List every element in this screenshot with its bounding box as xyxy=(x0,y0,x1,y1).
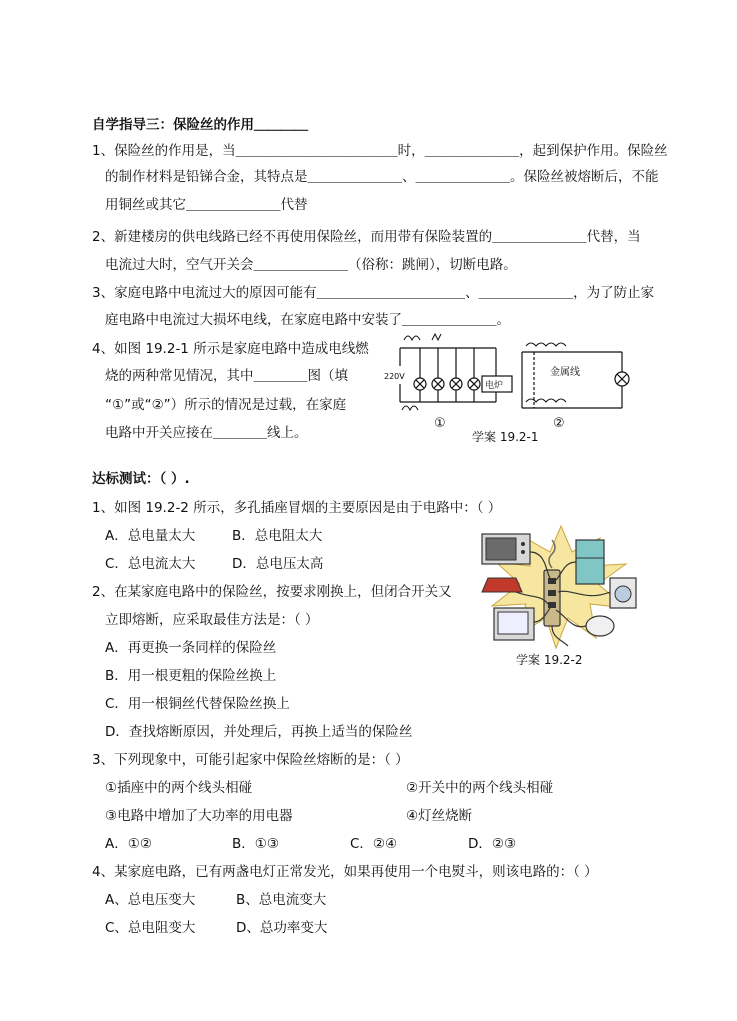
figure1-caption: 学案 19.2-1 xyxy=(472,430,539,444)
device-label: 电炉 xyxy=(485,381,504,391)
q2-line1: 2、新建楼房的供电线路已经不再使用保险丝，而用带有保险装置的＿＿＿＿＿＿＿代替，当 xyxy=(92,229,641,245)
test-title: 达标测试：（ ）. xyxy=(92,471,190,487)
test-q3-statement-4: ④灯丝烧断 xyxy=(406,808,473,824)
fridge-icon xyxy=(576,540,604,584)
test-q3-statement-2: ②开关中的两个线头相碰 xyxy=(406,780,554,796)
q1-line3: 用铜丝或其它＿＿＿＿＿＿＿代替 xyxy=(105,197,308,213)
test-q1-option-a: A．总电量太大 xyxy=(105,528,196,544)
test-q3-stem: 3、下列现象中，可能引起家中保险丝熔断的是：（ ） xyxy=(92,752,409,768)
test-q3-option-a: A．①② xyxy=(105,836,152,852)
q3-line2: 庭电路中电流过大损坏电线，在家庭电路中安装了＿＿＿＿＿＿＿。 xyxy=(105,312,510,328)
voltage-label: 220V xyxy=(384,372,405,381)
test-q3-option-c: C．②④ xyxy=(350,836,398,852)
test-q2-stem1: 2、在某家庭电路中的保险丝，按要求刚换上，但闭合开关又 xyxy=(92,584,452,600)
power-strip-illustration xyxy=(476,522,646,652)
test-q4-stem: 4、某家庭电路，已有两盏电灯正常发光，如果再使用一个电熨斗，则该电路的：（ ） xyxy=(92,864,598,880)
test-q1-option-b: B．总电阻太大 xyxy=(232,528,323,544)
test-q3-statement-3: ③电路中增加了大功率的用电器 xyxy=(105,808,293,824)
test-q4-option-c: C、总电阻变大 xyxy=(105,920,196,936)
test-q1-stem: 1、如图 19.2-2 所示，多孔插座冒烟的主要原因是由于电路中：（ ） xyxy=(92,500,502,516)
q4-line3: “①”或“②”）所示的情况是过载，在家庭 xyxy=(105,397,347,413)
rice-cooker-icon xyxy=(586,616,614,636)
q4-line1: 4、如图 19.2-1 所示是家庭电路中造成电线燃 xyxy=(92,341,369,357)
iron-icon xyxy=(482,578,522,592)
figure2-caption: 学案 19.2-2 xyxy=(516,653,583,667)
q3-line1: 3、家庭电路中电流过大的原因可能有＿＿＿＿＿＿＿＿＿＿＿、＿＿＿＿＿＿＿，为了防止家 xyxy=(92,285,655,301)
test-q2-option-b: B．用一根更粗的保险丝换上 xyxy=(105,668,277,684)
test-q2-stem2: 立即熔断，应采取最佳方法是：（ ） xyxy=(105,612,319,628)
test-q4-option-b: B、总电流变大 xyxy=(236,892,327,908)
metal-wire-label: 金属线 xyxy=(550,367,580,378)
test-q1-option-c: C．总电流太大 xyxy=(105,556,196,572)
circuit-overload xyxy=(400,334,512,410)
test-q3-option-d: D．②③ xyxy=(468,836,517,852)
test-q3-statement-1: ①插座中的两个线头相碰 xyxy=(105,780,253,796)
test-q2-option-d: D．查找熔断原因，并处理后，再换上适当的保险丝 xyxy=(105,724,413,740)
washing-machine-icon xyxy=(610,578,636,608)
tv-icon xyxy=(494,608,534,640)
test-q2-option-a: A．再更换一条同样的保险丝 xyxy=(105,640,277,656)
test-q2-option-c: C．用一根铜丝代替保险丝换上 xyxy=(105,696,290,712)
test-q1-option-d: D．总电压太高 xyxy=(232,556,324,572)
test-q4-option-d: D、总功率变大 xyxy=(236,920,328,936)
q4-line2: 烧的两种常见情况，其中＿＿＿＿图（填 xyxy=(105,368,348,384)
test-q3-option-b: B．①③ xyxy=(232,836,279,852)
figure-label-2: ② xyxy=(553,416,565,431)
q1-line2: 的制作材料是铅锑合金，其特点是＿＿＿＿＿＿＿、＿＿＿＿＿＿＿。保险丝被熔断后，不能 xyxy=(105,169,659,185)
q2-line2: 电流过大时，空气开关会＿＿＿＿＿＿＿（俗称：跳闸），切断电路。 xyxy=(105,257,517,273)
q1-line1: 1、保险丝的作用是，当＿＿＿＿＿＿＿＿＿＿＿＿时，＿＿＿＿＿＿＿，起到保护作用。保险丝 xyxy=(92,143,668,159)
section3-title: 自学指导三：保险丝的作用＿＿＿＿ xyxy=(92,117,308,133)
q4-line4: 电路中开关应接在＿＿＿＿线上。 xyxy=(105,425,308,441)
microwave-icon xyxy=(482,534,530,564)
test-q4-option-a: A、总电压变大 xyxy=(105,892,196,908)
figure-label-1: ① xyxy=(434,416,446,431)
